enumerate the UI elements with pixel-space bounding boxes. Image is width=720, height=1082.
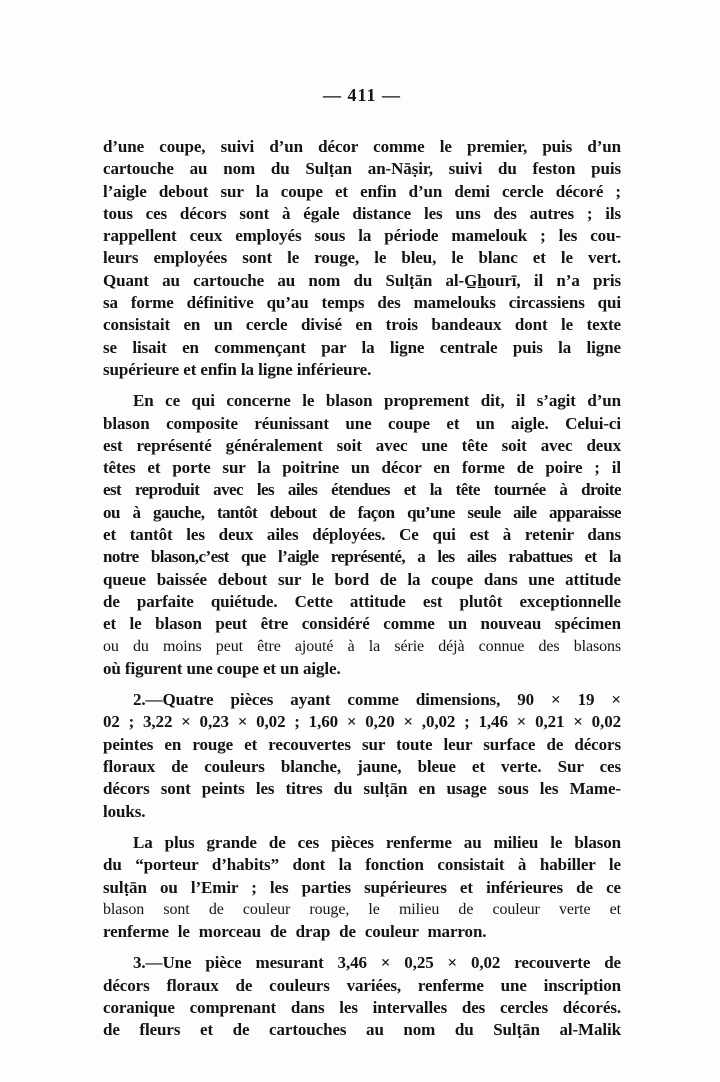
text-line: où figurent une coupe et un aigle.: [103, 658, 341, 678]
text-line: sulṭān ou l’Emir ; les parties supérieures et inférieures de ce: [103, 877, 621, 897]
text-line: renferme le morceau de drap de couleur marron.: [103, 922, 487, 942]
text-line: et tantôt les deux ailes déployées. Ce qui est à retenir dans: [103, 525, 621, 545]
text-line: d’une coupe, suivi d’un décor comme le premier, puis d’un: [103, 137, 621, 156]
text-line: têtes et porte sur la poitrine un décor en forme de poire ; il: [103, 458, 621, 478]
text-line: ou à gauche, tantôt debout de façon qu’une seule aile apparaisse: [103, 502, 621, 522]
text-line: ou du moins peut être ajouté à la série déjà connue des blasons: [103, 637, 621, 655]
paragraph-2: [103, 390, 621, 680]
text-line: de fleurs et de cartouches au nom du Sulṭān al-Malik: [103, 1020, 621, 1040]
text-line: consistait en un cercle divisé en trois bandeaux dont le texte: [103, 315, 621, 335]
text-line: Quant au cartouche au nom du Sulṭān al-G̲h̲ourī, il n’a pris: [103, 270, 621, 290]
paragraph-1: [103, 136, 621, 381]
text-line: est reproduit avec les ailes étendues et la tête tournée à droite: [103, 480, 621, 500]
text-line: tous ces décors sont à égale distance les uns des autres ; ils: [103, 203, 621, 223]
text-line: est représenté généralement soit avec une tête soit avec deux: [103, 435, 621, 455]
text-line: rappellent ceux employés sous la période mamelouk ; les cou-: [103, 226, 621, 246]
text-line: La plus grande de ces pièces renferme au milieu le blason: [133, 832, 621, 852]
text-line: décors sont peints les titres du sulṭān en usage sous les Mame-: [103, 779, 621, 799]
text-line: queue baissée debout sur le bord de la coupe dans une attitude: [103, 569, 621, 589]
page-number: — 411 —: [322, 85, 401, 105]
text-line: l’aigle debout sur la coupe et enfin d’un demi cercle décoré ;: [103, 181, 621, 201]
text-line: 3.—Une pièce mesurant 3,46 × 0,25 × 0,02 recouverte de: [133, 953, 621, 973]
text-block: [103, 84, 621, 1042]
text-line: leurs employées sont le rouge, le bleu, le blanc et le vert.: [103, 248, 621, 268]
text-line: blason composite réunissant une coupe et un aigle. Celui-ci: [103, 413, 621, 433]
text-line: notre blason,c’est que l’aigle représenté, a les ailes rabattues et la: [103, 547, 621, 567]
text-line: du “porteur d’habits” dont la fonction consistait à habiller le: [103, 855, 621, 875]
text-line: coranique comprenant dans les intervalles des cercles décorés.: [103, 997, 621, 1017]
paragraph-3: [103, 689, 621, 823]
text-line: décors floraux de couleurs variées, renferme une inscription: [103, 975, 621, 995]
text-line: et le blason peut être considéré comme un nouveau spécimen: [103, 614, 621, 634]
text-line: se lisait en commençant par la ligne centrale puis la ligne: [103, 337, 621, 357]
text-line: de parfaite quiétude. Cette attitude est plutôt exceptionnelle: [103, 591, 621, 611]
text-line: floraux de couleurs blanche, jaune, bleue et verte. Sur ces: [103, 757, 621, 777]
paragraph-5: [103, 952, 621, 1041]
text-line: peintes en rouge et recouvertes sur toute leur surface de décors: [103, 734, 621, 754]
text-line: sa forme définitive qu’au temps des mamelouks circassiens qui: [103, 293, 621, 313]
text-line: supérieure et enfin la ligne inférieure.: [103, 359, 372, 379]
text-line: louks.: [103, 801, 146, 821]
paragraph-4: [103, 832, 621, 943]
text-line: blason sont de couleur rouge, le milieu de couleur verte et: [103, 900, 621, 918]
text-line: 2.—Quatre pièces ayant comme dimensions, 90 × 19 ×: [133, 690, 621, 710]
text-line: 02 ; 3,22 × 0,23 × 0,02 ; 1,60 × 0,20 × ,0,02 ; 1,46 × 0,21 × 0,02: [103, 712, 621, 732]
text-line: En ce qui concerne le blason proprement dit, il s’agit d’un: [133, 391, 621, 411]
text-line: cartouche au nom du Sulṭan an-Nāṣir, suivi du feston puis: [103, 159, 621, 179]
